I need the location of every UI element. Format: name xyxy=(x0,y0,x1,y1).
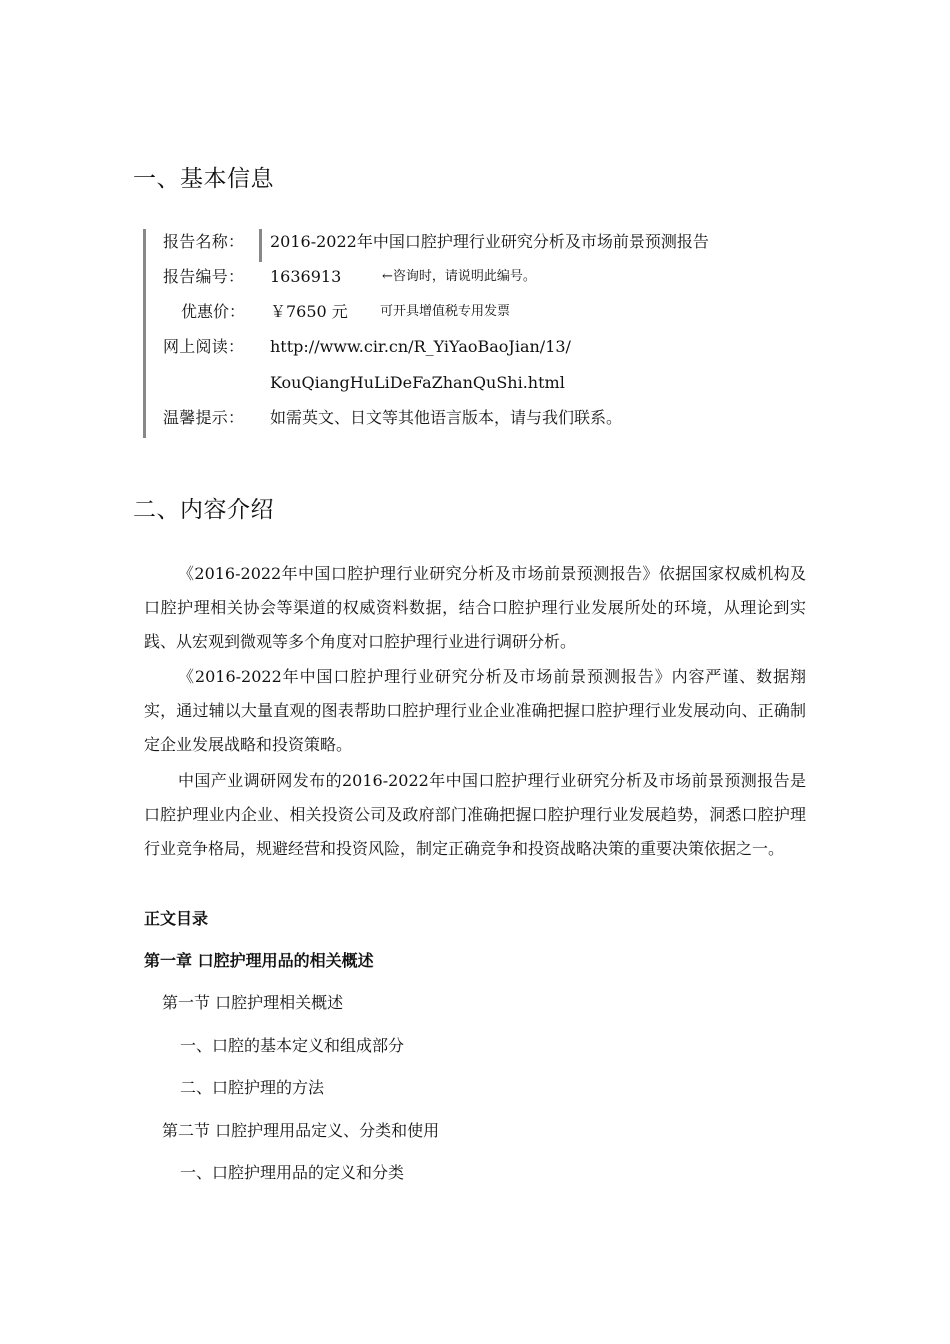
online-read-url-line1[interactable]: http://www.cir.cn/R_YiYaoBaoJian/13/ xyxy=(270,337,571,356)
toc-item-1-1: 一、口腔的基本定义和组成部分 xyxy=(180,1036,405,1055)
price-note: 可开具增值税专用发票 xyxy=(380,304,511,319)
info-row-online-read-cont xyxy=(0,366,950,400)
toc-item-2-1: 一、口腔护理用品的定义和分类 xyxy=(180,1163,405,1182)
intro-paragraph-1: 《2016-2022年中国口腔护理行业研究分析及市场前景预测报告》依据国家权威机构及口腔护理相关协会等渠道的权威资料数据，结合口腔护理行业发展所处的环境，从理论到实践、从宏观到微观等多个角度对口腔护理行业进行调研分析。 xyxy=(144,564,806,651)
report-name-label: 报告名称： xyxy=(163,232,244,251)
report-code-label: 报告编号： xyxy=(163,267,244,286)
price-value: ￥7650 元 xyxy=(270,302,348,321)
toc-chapter-1: 第一章 口腔护理用品的相关概述 xyxy=(144,951,374,970)
toc-section-1: 第一节 口腔护理相关概述 xyxy=(162,993,344,1012)
report-code-note: ←咨询时，请说明此编号。 xyxy=(382,269,536,284)
online-read-url-line2[interactable]: KouQiangHuLiDeFaZhanQuShi.html xyxy=(270,373,565,392)
info-row-report-code xyxy=(0,260,950,294)
online-read-label: 网上阅读： xyxy=(163,337,244,356)
tip-value: 如需英文、日文等其他语言版本，请与我们联系。 xyxy=(270,408,623,427)
toc-section-2: 第二节 口腔护理用品定义、分类和使用 xyxy=(162,1121,440,1140)
info-row-price xyxy=(0,295,950,329)
toc-title: 正文目录 xyxy=(144,909,209,928)
info-row-tip xyxy=(0,401,950,435)
price-label: 优惠价： xyxy=(181,302,246,321)
toc-item-1-2: 二、口腔护理的方法 xyxy=(180,1078,325,1097)
info-row-report-name xyxy=(0,225,950,259)
tip-label: 温馨提示： xyxy=(163,408,244,427)
intro-paragraph-2: 《2016-2022年中国口腔护理行业研究分析及市场前景预测报告》内容严谨、数据翔实，通过辅以大量直观的图表帮助口腔护理行业企业准确把握口腔护理行业发展动向、正确制定企业发展战略和投资策略。 xyxy=(144,667,806,754)
intro-paragraph-3: 中国产业调研网发布的2016-2022年中国口腔护理行业研究分析及市场前景预测报告是口腔护理业内企业、相关投资公司及政府部门准确把握口腔护理行业发展趋势，洞悉口腔护理行业竞争格局，规避经营和投资风险，制定正确竞争和投资战略决策的重要决策依据之一。 xyxy=(144,771,806,858)
section-heading-intro: 二、内容介绍 xyxy=(133,497,274,523)
report-code-value: 1636913 xyxy=(270,267,342,286)
report-name-value: 2016-2022年中国口腔护理行业研究分析及市场前景预测报告 xyxy=(270,232,709,251)
section-heading-basic-info: 一、基本信息 xyxy=(133,166,274,192)
info-row-online-read xyxy=(0,330,950,364)
